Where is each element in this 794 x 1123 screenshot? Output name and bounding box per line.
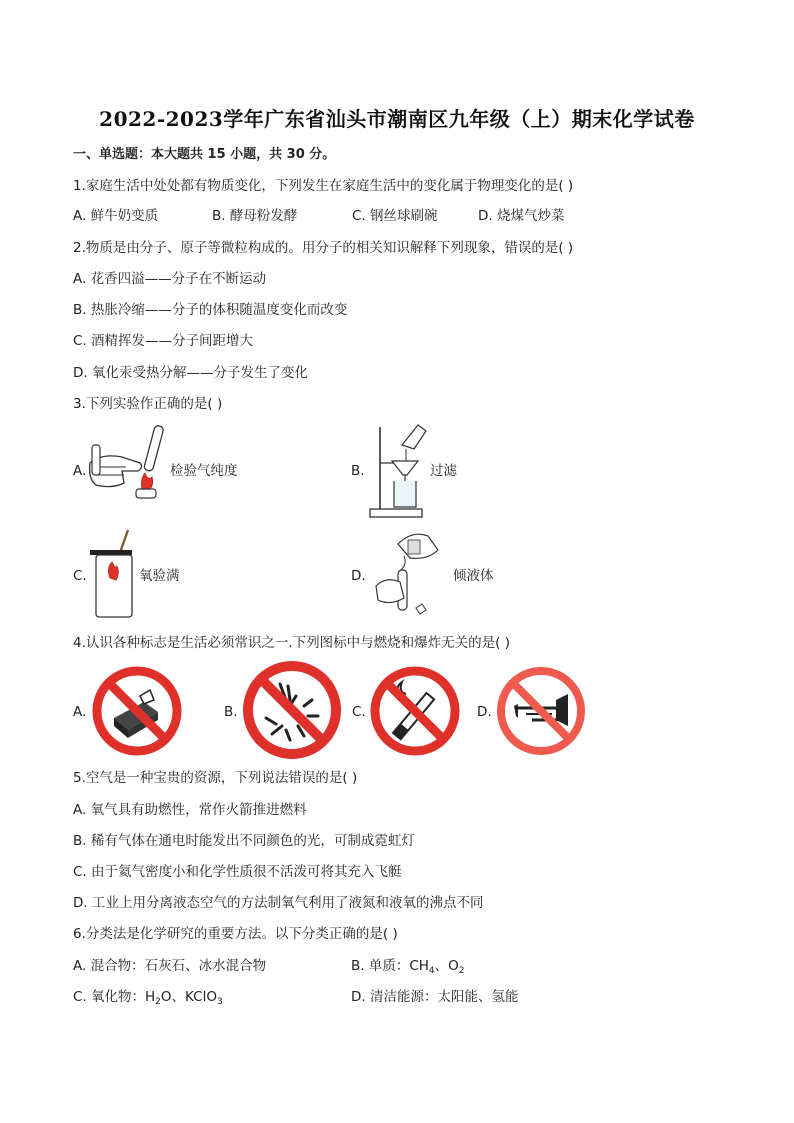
q1-option-c: C. 钢丝球刷碗 [352, 208, 438, 224]
q6-option-b [351, 957, 465, 975]
q6-option-b-sub2: 2 [458, 966, 465, 976]
q4-stem: 4.认识各种标志是生活必须常识之一.下列图标中与燃烧和爆炸无关的是( ) [73, 635, 510, 651]
q3-option-c-label: 氧验满 [139, 568, 180, 584]
pour-liquid-icon [368, 526, 454, 620]
no-smoking-sign-icon [370, 666, 460, 756]
q6-stem: 6.分类法是化学研究的重要方法。以下分类正确的是( ) [73, 926, 398, 942]
q6-option-c-sub2: 3 [216, 997, 223, 1007]
q4-option-d-letter: D. [477, 704, 492, 720]
q3-stem: 3.下列实验作正确的是( ) [73, 396, 223, 412]
q1-option-b: B. 酵母粉发酵 [212, 208, 298, 224]
q2-option-b: B. 热胀冷缩——分子的体积随温度变化而改变 [73, 302, 348, 318]
q6-option-c-mid: O、KClO [160, 989, 217, 1005]
q3-option-d-label: 倾液体 [453, 568, 494, 584]
q3-option-b-letter: B. [351, 463, 365, 479]
no-fireworks-sign-icon [92, 666, 182, 756]
q6-option-b-mid: 、O [434, 958, 459, 974]
q3-option-a-label: 检验气纯度 [170, 463, 238, 479]
q5-option-b: B. 稀有气体在通电时能发出不同颜色的光，可制成霓虹灯 [73, 833, 415, 849]
gas-bottle-splint-icon [86, 528, 142, 620]
page-title: 2022-2023学年广东省汕头市潮南区九年级（上）期末化学试卷 [99, 107, 695, 131]
q6-option-d: D. 清洁能源：太阳能、氢能 [351, 989, 519, 1005]
q3-option-a-letter: A. [73, 463, 87, 479]
section-heading: 一、单选题：本大题共 15 小题，共 30 分。 [73, 147, 336, 162]
no-horn-sign-icon [496, 666, 586, 756]
q4-option-a-letter: A. [73, 704, 87, 720]
q5-stem: 5.空气是一种宝贵的资源，下列说法错误的是( ) [73, 770, 358, 786]
q1-option-d: D. 烧煤气炒菜 [478, 208, 565, 224]
q2-stem: 2.物质是由分子、原子等微粒构成的。用分子的相关知识解释下列现象，错误的是( ) [73, 240, 574, 256]
q5-option-c: C. 由于氦气密度小和化学性质很不活泼可将其充入飞艇 [73, 864, 402, 880]
q3-option-b-label: 过滤 [430, 463, 457, 479]
q2-option-a: A. 花香四溢——分子在不断运动 [73, 271, 267, 287]
q1-option-a: A. 鲜牛奶变质 [73, 208, 159, 224]
filtration-apparatus-icon [368, 421, 430, 521]
q6-option-b-text: B. 单质：CH [351, 958, 429, 974]
q4-option-b-letter: B. [224, 704, 238, 720]
no-explosives-sign-icon [242, 660, 342, 760]
q6-option-c-sub1: 2 [155, 997, 161, 1007]
q5-option-d: D. 工业上用分离液态空气的方法制氧气利用了液氮和液氧的沸点不同 [73, 895, 484, 911]
test-tube-hand-icon [82, 423, 177, 501]
q6-option-b-sub1: 4 [428, 966, 435, 976]
q6-option-c [73, 988, 223, 1006]
q2-option-d: D. 氧化汞受热分解——分子发生了变化 [73, 365, 308, 381]
q4-option-c-letter: C. [352, 704, 366, 720]
q3-option-d-letter: D. [351, 568, 366, 584]
q6-option-a: A. 混合物：石灰石、冰水混合物 [73, 958, 267, 974]
q1-stem: 1.家庭生活中处处都有物质变化，下列发生在家庭生活中的变化属于物理变化的是( ) [73, 178, 574, 194]
q5-option-a: A. 氧气具有助燃性，常作火箭推进燃料 [73, 802, 307, 818]
q2-option-c: C. 酒精挥发——分子间距增大 [73, 333, 254, 349]
q3-option-c-letter: C. [73, 568, 87, 584]
q6-option-c-text: C. 氧化物：H [73, 989, 156, 1005]
